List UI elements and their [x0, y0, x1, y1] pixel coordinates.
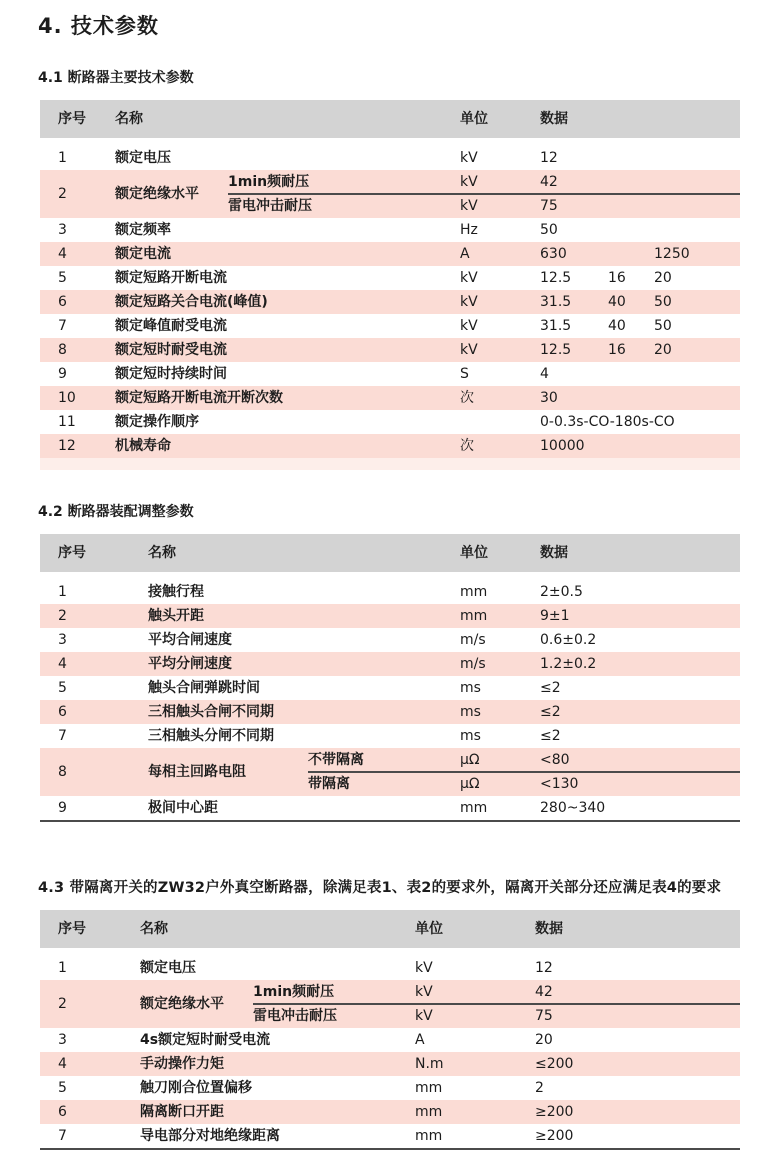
data-value: 2±0.5 — [540, 584, 583, 600]
sub-rows — [253, 980, 740, 1028]
table-row — [40, 338, 740, 362]
data-cell — [535, 1129, 740, 1143]
data-value: ≥200 — [535, 1128, 574, 1144]
breaker-assembly-parameters-table — [40, 534, 740, 822]
table-row — [40, 314, 740, 338]
data-value: 50 — [540, 222, 558, 238]
section-heading-4-2: 4.2 断路器装配调整参数 — [38, 504, 194, 520]
data-value: 20 — [535, 1032, 553, 1048]
table-row — [40, 652, 740, 676]
data-value: 12 — [540, 150, 558, 166]
sub-row — [228, 170, 740, 193]
unit-cell: 次 — [460, 390, 474, 406]
table-row — [40, 170, 740, 218]
data-value: 50 — [654, 294, 672, 310]
unit-cell: mm — [415, 1128, 443, 1144]
row-number: 12 — [58, 438, 76, 454]
sub-row — [228, 193, 740, 216]
table-row — [40, 218, 740, 242]
parameter-name: 额定操作顺序 — [115, 414, 199, 430]
table-row — [40, 290, 740, 314]
unit-cell: ms — [460, 728, 481, 744]
row-number: 1 — [58, 960, 67, 976]
unit-cell: μΩ — [460, 775, 480, 792]
column-header-name: 名称 — [140, 921, 168, 937]
table-header-row — [40, 100, 740, 138]
row-number: 7 — [58, 1128, 67, 1144]
unit-cell: μΩ — [460, 751, 480, 768]
unit-cell: kV — [460, 173, 478, 190]
data-value: 16 — [608, 270, 626, 286]
table-row — [40, 386, 740, 410]
table-header-row — [40, 534, 740, 572]
data-value: 20 — [654, 342, 672, 358]
page-title: 4. 技术参数 — [38, 14, 159, 38]
data-value: 1.2±0.2 — [540, 656, 597, 672]
data-cell — [540, 777, 740, 791]
column-header-unit: 单位 — [460, 545, 488, 561]
data-value: 0.6±0.2 — [540, 632, 597, 648]
data-cell — [540, 391, 740, 405]
column-header-name: 名称 — [115, 111, 143, 127]
row-number: 7 — [58, 728, 67, 744]
unit-cell: kV — [460, 294, 478, 310]
data-value: 42 — [540, 173, 558, 190]
row-number: 3 — [58, 1032, 67, 1048]
unit-cell: kV — [460, 197, 478, 214]
sub-rows — [308, 748, 740, 796]
data-cell — [535, 1009, 740, 1023]
row-number: 3 — [58, 632, 67, 648]
column-header-no: 序号 — [58, 921, 86, 937]
data-value: 16 — [608, 342, 626, 358]
data-cell — [535, 1105, 740, 1119]
column-header-no: 序号 — [58, 545, 86, 561]
sub-row — [308, 748, 740, 771]
parameter-name: 平均合闸速度 — [148, 632, 232, 648]
row-number: 5 — [58, 680, 67, 696]
row-number: 11 — [58, 414, 76, 430]
data-value: ≤2 — [540, 704, 561, 720]
parameter-name: 隔离断口开距 — [140, 1104, 224, 1120]
sub-parameter-name: 1min频耐压 — [253, 983, 335, 1000]
data-value: 630 — [540, 246, 567, 262]
data-cell — [540, 199, 740, 213]
row-number: 5 — [58, 270, 67, 286]
data-value: ≤2 — [540, 680, 561, 696]
row-number: 2 — [58, 186, 67, 202]
data-cell — [540, 175, 740, 189]
data-value: 40 — [608, 318, 626, 334]
column-header-unit: 单位 — [460, 111, 488, 127]
sub-row — [253, 1003, 740, 1026]
data-cell — [540, 247, 740, 261]
parameter-name: 极间中心距 — [148, 800, 218, 816]
data-value: 40 — [608, 294, 626, 310]
parameter-name: 三相触头分闸不同期 — [148, 728, 274, 744]
parameter-name: 机械寿命 — [115, 438, 171, 454]
parameter-name: 触刀刚合位置偏移 — [140, 1080, 252, 1096]
unit-cell: ms — [460, 680, 481, 696]
row-number: 4 — [58, 246, 67, 262]
unit-cell: mm — [415, 1080, 443, 1096]
parameter-name: 三相触头合闸不同期 — [148, 704, 274, 720]
column-header-name: 名称 — [148, 545, 176, 561]
data-cell — [540, 151, 740, 165]
column-header-unit: 单位 — [415, 921, 443, 937]
data-cell — [540, 753, 740, 767]
table-row — [40, 1028, 740, 1052]
table-row — [40, 604, 740, 628]
row-number: 4 — [58, 656, 67, 672]
row-number: 4 — [58, 1056, 67, 1072]
unit-cell: kV — [415, 983, 433, 1000]
unit-cell: kV — [415, 960, 433, 976]
table-row — [40, 1052, 740, 1076]
unit-cell: kV — [460, 342, 478, 358]
row-number: 1 — [58, 584, 67, 600]
table-header-row — [40, 910, 740, 948]
parameter-name: 额定短时持续时间 — [115, 366, 227, 382]
data-value: 50 — [654, 318, 672, 334]
unit-cell: A — [460, 246, 470, 262]
parameter-name: 额定绝缘水平 — [140, 996, 224, 1012]
unit-cell: kV — [460, 318, 478, 334]
table-row — [40, 980, 740, 1028]
data-value: 31.5 — [540, 318, 572, 334]
table-row — [40, 362, 740, 386]
data-cell — [540, 367, 740, 381]
data-value: 280~340 — [540, 800, 606, 816]
table-row — [40, 146, 740, 170]
data-cell — [540, 681, 740, 695]
data-value: 4 — [540, 366, 549, 382]
data-cell — [540, 657, 740, 671]
parameter-name: 额定短路开断电流开断次数 — [115, 390, 283, 406]
data-cell — [540, 223, 740, 237]
table-row — [40, 724, 740, 748]
data-value: 75 — [535, 1007, 553, 1024]
row-number: 2 — [58, 996, 67, 1012]
data-value: 42 — [535, 983, 553, 1000]
column-header-data: 数据 — [540, 545, 568, 561]
unit-cell: A — [415, 1032, 425, 1048]
data-cell — [540, 343, 740, 357]
table-row — [40, 266, 740, 290]
data-value: 31.5 — [540, 294, 572, 310]
row-number: 9 — [58, 366, 67, 382]
table-row — [40, 956, 740, 980]
data-value: 12 — [535, 960, 553, 976]
data-value: 9±1 — [540, 608, 570, 624]
sub-parameter-name: 雷电冲击耐压 — [253, 1007, 337, 1024]
sub-parameter-name: 雷电冲击耐压 — [228, 197, 312, 214]
parameter-name: 每相主回路电阻 — [148, 764, 246, 780]
parameter-name: 接触行程 — [148, 584, 204, 600]
unit-cell: mm — [460, 584, 488, 600]
data-value: 2 — [535, 1080, 544, 1096]
table-row — [40, 748, 740, 796]
table-row — [40, 676, 740, 700]
table-row — [40, 580, 740, 604]
data-cell — [540, 271, 740, 285]
data-cell — [540, 585, 740, 599]
section-heading-4-3: 4.3 带隔离开关的ZW32户外真空断路器，除满足表1、表2的要求外，隔离开关部分还应满足表4的要求 — [38, 880, 722, 896]
unit-cell: S — [460, 366, 469, 382]
table-row — [40, 1076, 740, 1100]
unit-cell: N.m — [415, 1056, 444, 1072]
row-number: 6 — [58, 1104, 67, 1120]
data-cell — [540, 705, 740, 719]
data-cell — [540, 609, 740, 623]
unit-cell: kV — [460, 150, 478, 166]
data-value: ≤2 — [540, 728, 561, 744]
data-value: 1250 — [654, 246, 690, 262]
section-heading-4-1: 4.1 断路器主要技术参数 — [38, 70, 194, 86]
parameter-name: 触头开距 — [148, 608, 204, 624]
breaker-main-parameters-table — [40, 100, 740, 458]
data-cell — [540, 633, 740, 647]
parameter-name: 额定频率 — [115, 222, 171, 238]
column-header-data: 数据 — [535, 921, 563, 937]
table-footer-strip — [40, 458, 740, 470]
sub-parameter-name: 带隔离 — [308, 775, 350, 792]
data-value: 0-0.3s-CO-180s-CO — [540, 414, 675, 430]
parameter-name: 额定电压 — [115, 150, 171, 166]
table-row — [40, 1124, 740, 1148]
data-value: <80 — [540, 751, 570, 768]
data-cell — [540, 801, 740, 815]
data-cell — [540, 439, 740, 453]
parameter-name: 导电部分对地绝缘距离 — [140, 1128, 280, 1144]
unit-cell: m/s — [460, 632, 486, 648]
parameter-name: 平均分闸速度 — [148, 656, 232, 672]
unit-cell: kV — [415, 1007, 433, 1024]
table-row — [40, 796, 740, 820]
data-cell — [535, 1057, 740, 1071]
data-value: ≥200 — [535, 1104, 574, 1120]
unit-cell: 次 — [460, 438, 474, 454]
unit-cell: mm — [460, 800, 488, 816]
parameter-name: 触头合闸弹跳时间 — [148, 680, 260, 696]
data-value: ≤200 — [535, 1056, 574, 1072]
parameter-name: 额定绝缘水平 — [115, 186, 199, 202]
parameter-name: 额定短路开断电流 — [115, 270, 227, 286]
row-number: 8 — [58, 764, 67, 780]
data-cell — [540, 295, 740, 309]
row-number: 5 — [58, 1080, 67, 1096]
table-row — [40, 242, 740, 266]
unit-cell: mm — [415, 1104, 443, 1120]
data-cell — [535, 1081, 740, 1095]
sub-rows — [228, 170, 740, 218]
data-cell — [540, 415, 740, 429]
unit-cell: ms — [460, 704, 481, 720]
column-header-no: 序号 — [58, 111, 86, 127]
parameter-name: 4s额定短时耐受电流 — [140, 1032, 271, 1048]
parameter-name: 额定电流 — [115, 246, 171, 262]
unit-cell: Hz — [460, 222, 478, 238]
data-value: 12.5 — [540, 342, 572, 358]
row-number: 1 — [58, 150, 67, 166]
row-number: 10 — [58, 390, 76, 406]
sub-parameter-name: 不带隔离 — [308, 751, 364, 768]
column-header-data: 数据 — [540, 111, 568, 127]
parameter-name: 手动操作力矩 — [140, 1056, 224, 1072]
parameter-name: 额定电压 — [140, 960, 196, 976]
data-value: 10000 — [540, 438, 585, 454]
row-number: 6 — [58, 294, 67, 310]
data-cell — [540, 319, 740, 333]
sub-row — [253, 980, 740, 1003]
row-number: 3 — [58, 222, 67, 238]
row-number: 7 — [58, 318, 67, 334]
table-row — [40, 434, 740, 458]
parameter-name: 额定短时耐受电流 — [115, 342, 227, 358]
table-row — [40, 700, 740, 724]
row-number: 6 — [58, 704, 67, 720]
unit-cell: mm — [460, 608, 488, 624]
data-value: 75 — [540, 197, 558, 214]
sub-row — [308, 771, 740, 794]
data-cell — [540, 729, 740, 743]
row-number: 8 — [58, 342, 67, 358]
data-cell — [535, 961, 740, 975]
table-row — [40, 1100, 740, 1124]
sub-parameter-name: 1min频耐压 — [228, 173, 310, 190]
unit-cell: m/s — [460, 656, 486, 672]
data-value: 20 — [654, 270, 672, 286]
data-cell — [535, 1033, 740, 1047]
unit-cell: kV — [460, 270, 478, 286]
data-cell — [535, 985, 740, 999]
parameter-name: 额定短路关合电流(峰值) — [115, 294, 268, 310]
row-number: 2 — [58, 608, 67, 624]
row-number: 9 — [58, 800, 67, 816]
table-row — [40, 628, 740, 652]
data-value: 30 — [540, 390, 558, 406]
disconnector-parameters-table — [40, 910, 740, 1150]
table-row — [40, 410, 740, 434]
data-value: <130 — [540, 775, 579, 792]
parameter-name: 额定峰值耐受电流 — [115, 318, 227, 334]
data-value: 12.5 — [540, 270, 572, 286]
